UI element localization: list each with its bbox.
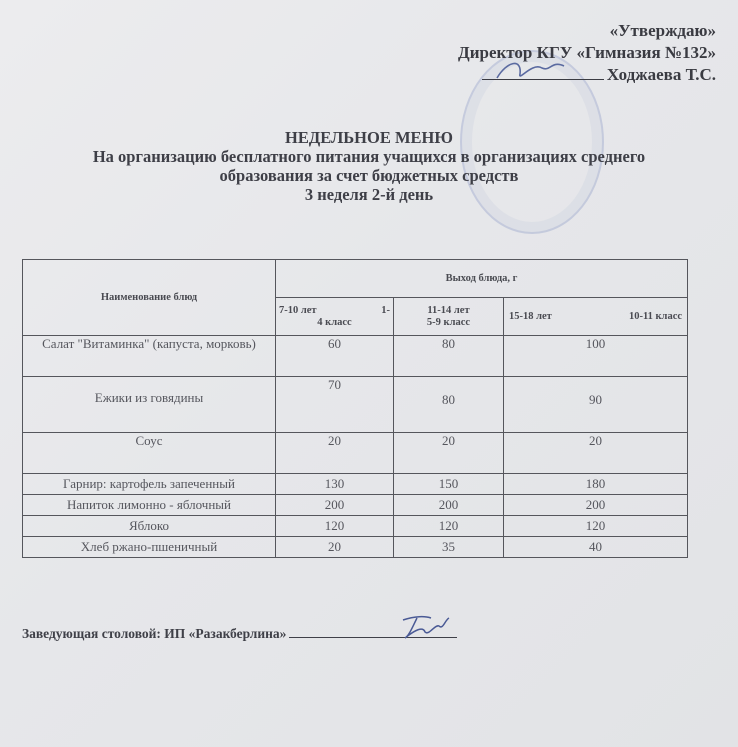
dish-name: Напиток лимонно - яблочный [23,495,276,516]
week-day-label: 3 неделя 2-й день [304,185,434,204]
yield-7-10: 20 [276,433,394,474]
yield-15-18: 200 [504,495,688,516]
header-group-3: 15-18 лет 10-11 класс [504,298,688,336]
director-title: Директор КГУ «Гимназия №132» [458,43,716,62]
yield-15-18: 120 [504,516,688,537]
yield-11-14: 20 [394,433,504,474]
table-header-row [23,260,688,298]
yield-15-18: 100 [504,336,688,377]
dish-name: Яблоко [23,516,276,537]
director-name: Ходжаева Т.С. [606,65,716,84]
table-row [23,516,688,537]
yield-7-10: 60 [276,336,394,377]
yield-15-18: 20 [504,433,688,474]
dish-name: Ежики из говядины [23,377,276,433]
table-row [23,495,688,516]
yield-7-10: 130 [276,474,394,495]
table-row [23,336,688,377]
dish-name: Гарнир: картофель запеченный [23,474,276,495]
yield-7-10: 120 [276,516,394,537]
document-subtitle-1: На организацию бесплатного питания учащихся в организациях среднего [92,147,646,166]
yield-11-14: 80 [394,377,504,433]
yield-15-18: 90 [504,377,688,433]
yield-11-14: 35 [394,537,504,558]
header-group-2: 11-14 лет 5-9 класс [394,298,504,336]
table-row [23,537,688,558]
director-signature-icon [492,56,572,86]
yield-15-18: 180 [504,474,688,495]
approval-heading: «Утверждаю» [609,21,716,40]
canteen-manager-label: Заведующая столовой: ИП «Разакберлина» [22,626,287,641]
table-row [23,377,688,433]
yield-11-14: 120 [394,516,504,537]
yield-7-10: 70 [276,377,394,433]
table-row [23,474,688,495]
canteen-manager-row [22,623,457,642]
yield-11-14: 80 [394,336,504,377]
document-subtitle-2: образования за счет бюджетных средств [219,166,519,185]
header-dish-name: Наименование блюд [23,260,276,336]
yield-11-14: 200 [394,495,504,516]
dish-name: Хлеб ржано-пшеничный [23,537,276,558]
document-title-block [0,128,738,204]
manager-signature-icon [395,612,455,644]
header-yield: Выход блюда, г [276,260,688,298]
table-row [23,433,688,474]
dish-name: Соус [23,433,276,474]
menu-table [22,259,688,558]
dish-name: Салат "Витаминка" (капуста, морковь) [23,336,276,377]
yield-7-10: 20 [276,537,394,558]
header-group-1: 7-10 лет 1- 4 класс [276,298,394,336]
yield-11-14: 150 [394,474,504,495]
yield-7-10: 200 [276,495,394,516]
yield-15-18: 40 [504,537,688,558]
document-heading: НЕДЕЛЬНОЕ МЕНЮ [285,128,453,147]
